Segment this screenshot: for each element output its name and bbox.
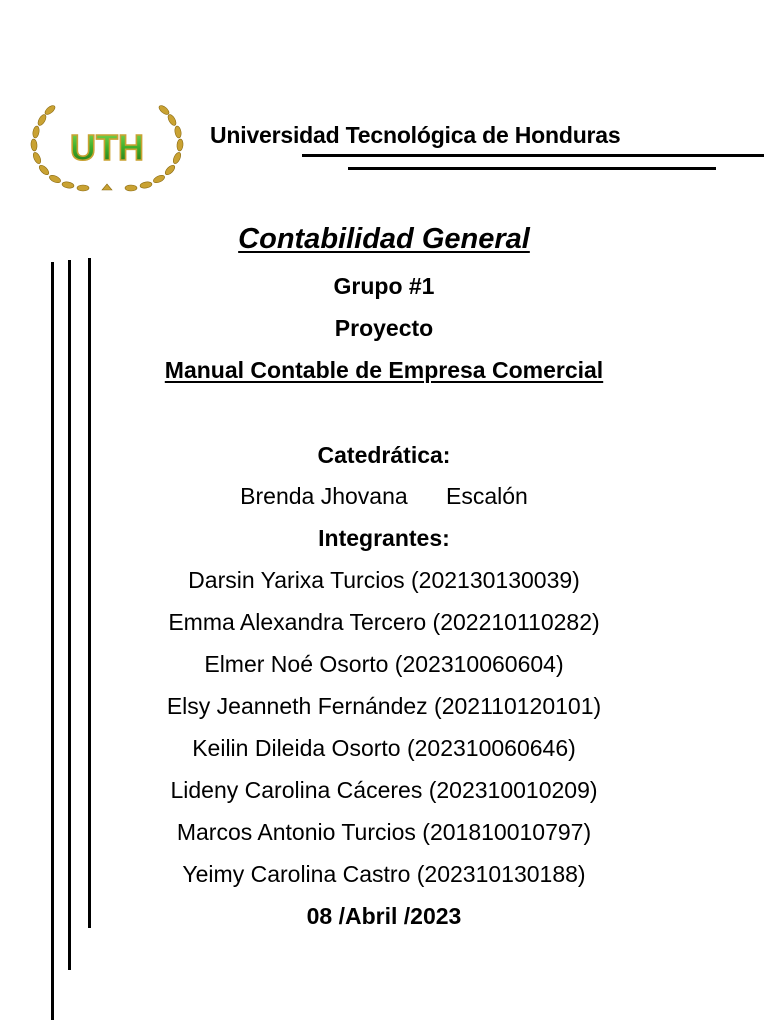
project-label: Proyecto <box>334 315 434 341</box>
member-item: Elsy Jeanneth Fernández (202110120101) <box>166 693 602 719</box>
member-item: Emma Alexandra Tercero (202210110282) <box>168 609 600 635</box>
margin-rule-middle <box>68 260 71 970</box>
date: 08 /Abril /2023 <box>306 903 462 929</box>
teacher-label: Catedrática: <box>317 442 451 468</box>
teacher-name: Brenda Jhovana Escalón <box>240 483 528 509</box>
margin-rule-inner <box>88 258 91 928</box>
member-item: Yeimy Carolina Castro (202310130188) <box>182 861 586 887</box>
header-rule-bottom <box>348 167 716 170</box>
logo-text: UTH <box>70 127 144 168</box>
university-name: Universidad Tecnológica de Honduras <box>210 122 621 148</box>
margin-rule-outer <box>51 262 54 1020</box>
member-item: Darsin Yarixa Turcios (202130130039) <box>188 567 580 593</box>
member-item: Keilin Dileida Osorto (202310060646) <box>192 735 576 761</box>
member-item: Elmer Noé Osorto (202310060604) <box>204 651 564 677</box>
member-item: Marcos Antonio Turcios (201810010797) <box>176 819 592 845</box>
uth-logo <box>28 100 186 196</box>
member-item: Lideny Carolina Cáceres (202310010209) <box>170 777 598 803</box>
members-label: Integrantes: <box>318 525 450 551</box>
project-title: Manual Contable de Empresa Comercial <box>164 357 604 383</box>
group-label: Grupo #1 <box>333 273 435 299</box>
course-title: Contabilidad General <box>238 223 530 255</box>
header-rule-top <box>302 154 764 157</box>
